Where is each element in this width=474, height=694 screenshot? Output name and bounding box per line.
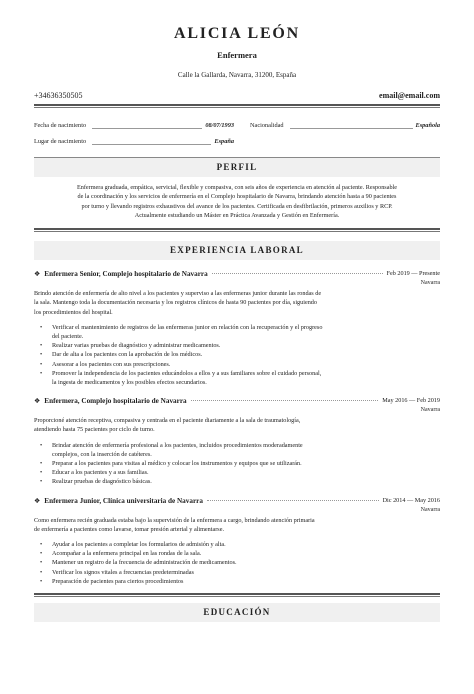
list-item: [34, 568, 440, 577]
summary-line: de la coordinación y los servicios de enfermería en el Complejo hospitalario de Navarra, brindando atención hasta a 90 pacientes: [77, 193, 397, 201]
description-line: la sala. Mantengo toda la documentación necesaria y los registros clínicos de hasta 90 pacientes por día, siguiendo: [34, 299, 317, 307]
description-line: Como enfermera recién graduada estaba bajo la supervisión de la enfermera a cargo, brindando atención primaria: [34, 516, 315, 524]
list-item-line: • Mantener un registro de la frecuencia de administración de medicamentos.: [52, 559, 237, 567]
nationality-field: [250, 122, 440, 131]
job-bullets: [34, 441, 440, 487]
list-item-line: • Educar a los pacientes y a sus familias.: [52, 469, 149, 477]
description-line: los procedimientos del hospital.: [34, 308, 113, 316]
job-dates: Feb 2019 — Presente: [386, 270, 440, 278]
job-description: [34, 416, 440, 434]
list-item-line: • Realizar pruebas de diagnóstico básicas.: [52, 478, 152, 486]
list-item-line: • Preparación de pacientes para ciertos procedimientos: [52, 577, 184, 585]
job-header: [34, 269, 440, 279]
job-entry: [34, 269, 440, 387]
summary-line: Actualmente estudiando un Máster en Práctica Avanzada y Gestión en Enfermería.: [134, 211, 340, 219]
job-title: Enfermera Junior, Clínica universitaria de Navarra: [44, 496, 203, 505]
birth-place-label: Lugar de nacimiento: [34, 138, 87, 145]
job-header: [34, 496, 440, 506]
summary-line: Enfermera graduada, empática, servicial, flexible y compasiva, con seis años de experiencia en atención al paciente. Responsable: [76, 184, 398, 191]
list-item: [34, 369, 440, 387]
leader-line: [92, 143, 211, 145]
diamond-bullet-icon: ❖: [34, 397, 41, 406]
job-entry: [34, 496, 440, 586]
profile-summary: [34, 183, 440, 220]
list-item: [34, 558, 440, 567]
birth-date-field: [34, 122, 234, 131]
diamond-bullet-icon: ❖: [34, 496, 41, 505]
list-item: [34, 549, 440, 558]
birth-date-value: 08/07/1993: [205, 122, 234, 129]
job-title: Enfermera Senior, Complejo hospitalario de Navarra: [44, 270, 208, 279]
experience-section-title: EXPERIENCIA LABORAL: [34, 241, 440, 260]
list-item-line: la ingesta de medicamentos y los posibles efectos secundarios.: [52, 379, 207, 387]
list-item-line: • Acompañar a la enfermera principal en las rondas de la sala.: [52, 550, 202, 558]
description-line: Proporcioné atención receptiva, compasiva y centrada en el paciente diariamente a la sala de traumatología,: [34, 417, 301, 425]
candidate-address: Calle la Gallarda, Navarra, 31200, España: [177, 71, 297, 79]
list-item: [34, 577, 440, 586]
candidate-name: ALICIA LEÓN: [173, 25, 301, 42]
job-location: Navarra: [420, 407, 440, 414]
list-item: [34, 323, 440, 341]
list-item: [34, 360, 440, 369]
personal-info-row: [34, 131, 440, 147]
list-item: [34, 341, 440, 350]
personal-info: [34, 115, 440, 147]
job-dates: Dic 2014 — May 2016: [382, 496, 440, 504]
personal-info-row: [34, 115, 440, 131]
email-address[interactable]: email@email.com: [379, 91, 440, 100]
list-item: [34, 459, 440, 468]
resume-page: [0, 24, 474, 694]
list-item-line: • Dar de alta a los pacientes con la aprobación de los médicos.: [52, 351, 203, 359]
birth-place-field: [34, 138, 234, 147]
list-item-line: • Promover la independencia de los pacientes educándolos a ellos y a sus familiares sobre el cuidado personal,: [52, 369, 322, 377]
job-bullets: [34, 323, 440, 387]
list-item-line: • Verificar el mantenimiento de registros de las enfermeras junior en relación con la recuperación y el progreso: [52, 323, 323, 331]
education-section-title: EDUCACIÓN: [34, 603, 440, 622]
phone-number[interactable]: +34636350505: [34, 91, 83, 100]
list-item-line: • Verificar los signos vitales a frecuencias predeterminadas: [52, 568, 194, 576]
candidate-role: Enfermera: [217, 50, 257, 60]
summary-line: por turno y llevando registros exhaustivos del avance de los pacientes. Certificada en desfibrilación, primeros auxilios y RCP.: [81, 202, 393, 210]
job-location: Navarra: [420, 506, 440, 513]
birth-date-label: Fecha de nacimiento: [34, 122, 87, 129]
list-item-line: • Ayudar a los pacientes a completar los formularios de admisión y alta.: [52, 541, 226, 549]
list-item-line: • Preparar a los pacientes para visitas al médico y colocar los instrumentos y equipos que se utilizarán.: [52, 460, 302, 468]
job-title: Enfermera, Complejo hospitalario de Navarra: [44, 397, 187, 406]
job-description: [34, 289, 440, 317]
leader-dots: [191, 399, 379, 401]
description-line: de enfermería a pacientes como lavarse, tomar presión arterial y alimentarse.: [34, 525, 225, 533]
list-item-line: del paciente.: [52, 333, 84, 340]
job-header: [34, 396, 440, 406]
nationality-label: Nacionalidad: [250, 122, 284, 129]
list-item-line: • Brindar atención de enfermería profesional a los pacientes, incluidos procedimientos moderadamente: [52, 441, 303, 449]
profile-section-title: PERFIL: [34, 158, 440, 177]
description-line: Brindo atención de enfermería de alto nivel a los pacientes y superviso a las enfermeras junior durante las rondas de: [34, 290, 322, 298]
list-item: [34, 477, 440, 486]
job-description: [34, 516, 440, 534]
diamond-bullet-icon: ❖: [34, 270, 41, 279]
description-line: atendiendo hasta 75 pacientes por ciclo de turno.: [34, 426, 155, 434]
job-entry: [34, 396, 440, 486]
job-dates: May 2016 — Feb 2019: [382, 397, 440, 405]
nationality-value: Española: [415, 122, 440, 129]
list-item-line: • Realizar varias pruebas de diagnóstico y administrar medicamentos.: [52, 342, 221, 350]
list-item: [34, 540, 440, 549]
birth-place-value: España: [214, 138, 234, 145]
leader-line: [92, 127, 202, 129]
leader-line: [290, 127, 413, 129]
list-item: [34, 468, 440, 477]
leader-dots: [207, 499, 379, 501]
list-item: [34, 350, 440, 359]
list-item-line: • Asesorar a los pacientes con sus prescripciones.: [52, 360, 171, 368]
header-divider: [34, 104, 440, 108]
job-location: Navarra: [420, 280, 440, 287]
job-bullets: [34, 540, 440, 586]
list-item: [34, 441, 440, 459]
leader-dots: [212, 272, 383, 274]
contact-row: [34, 91, 440, 101]
list-item-line: complejos, con la inserción de catéteres.: [52, 450, 152, 458]
